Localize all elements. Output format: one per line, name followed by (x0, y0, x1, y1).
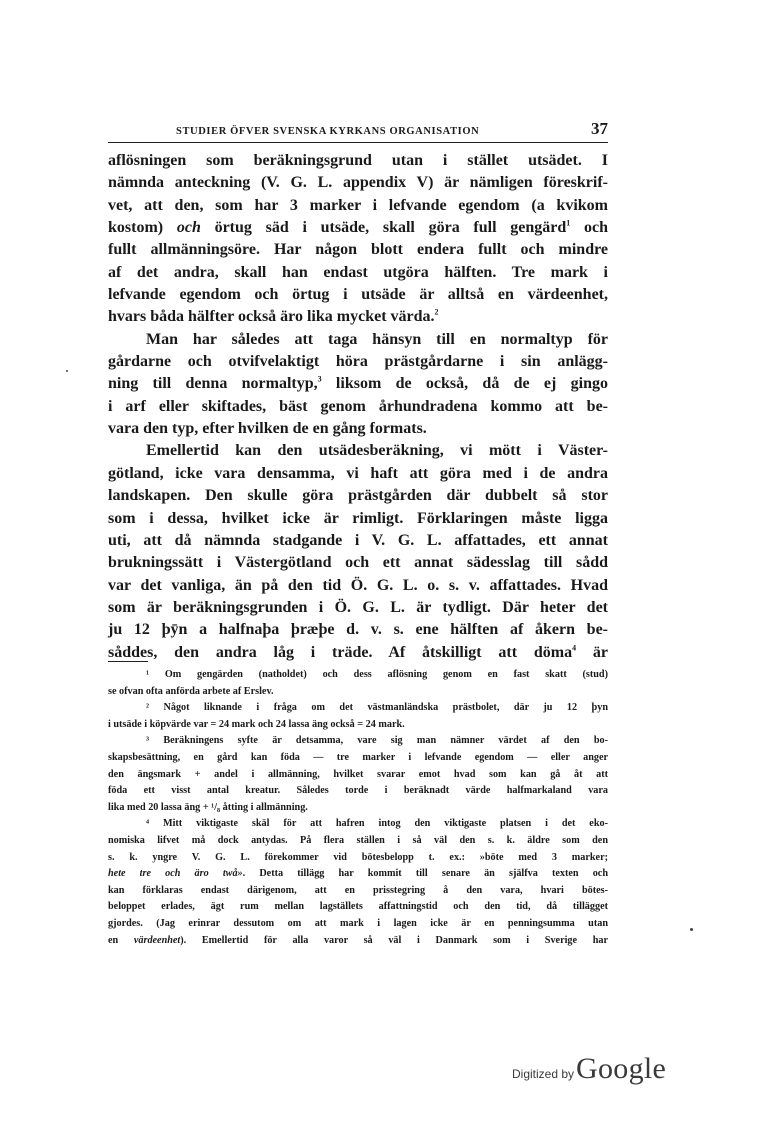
footnote-rule (108, 661, 148, 662)
footnote-line (108, 933, 608, 950)
body-fragment: såddes, den andra låg i träde. Af åtskilligt att döma (108, 643, 573, 661)
body-line: i arf eller skiftades, bäst genom århundradena kommo att be- (108, 397, 608, 415)
body-fragment: är (576, 643, 608, 661)
footnote-line: beloppet erlades, ägt rum mellan lagställets affattningstid och den tid, då tillägget (108, 901, 608, 913)
body-line (108, 217, 608, 239)
google-logo: Google (576, 1052, 667, 1085)
body-text (108, 150, 608, 664)
footnote-line: s. k. yngre V. G. L. förekommer vid bötesbelopp t. ex.: »böte med 3 marker; (108, 851, 608, 863)
body-line: brukningssätt i Västergötland och ett annat sädesslag till sådd (108, 554, 608, 572)
body-line (108, 642, 608, 664)
footnote-fragment: . Detta tillägg har kommit till senare än själfva texten och (242, 868, 608, 880)
footnote-line: ³ Beräkningens syfte är detsamma, vare sig man nämner värdet af den bo- (146, 735, 608, 747)
body-line: nämnda anteckning (V. G. L. appendix V) är nämligen föreskrif- (108, 174, 608, 192)
body-line: landskapen. Den skulle göra prästgården där dubbelt så stor (108, 487, 608, 505)
body-line: aflösningen som beräkningsgrund utan i stället utsädet. I (108, 152, 608, 169)
footnote-line: skapsbesättning, en gård kan föda — tre marker i lefvande egendom — eller anger (108, 751, 608, 763)
footnote-line: föda ett visst antal kreatur. Således torde i beräknadt värde halfmarkaland vara (108, 785, 608, 797)
body-fragment: och (570, 219, 609, 237)
footnote-line: gjordes. (Jag erinrar dessutom om att mark i lagen icke är en penningsumma utan (108, 917, 608, 929)
footnote-line: ⁴ Mitt viktigaste skäl för att hafren intog den viktigaste platsen i det eko- (146, 818, 608, 830)
footnote-marker[interactable]: 2 (434, 308, 439, 318)
body-line: var det vanliga, än på den tid Ö. G. L. o. s. v. affattades. Hvad (108, 576, 608, 594)
running-title: STUDIER ÖFVER SVENSKA KYRKANS ORGANISATION (176, 126, 480, 137)
footnote-fragment: en (108, 934, 134, 946)
footnote-line: nomiska lifvet må dock antydas. På flera ställen i så väl den s. k. äldre som den (108, 834, 608, 846)
body-line: vet, att den, som har 3 marker i lefvande egendom (a kvikom (108, 196, 608, 214)
margin-speck (690, 928, 693, 931)
body-line: götland, icke vara densamma, vi haft att göra med i de andra (108, 464, 608, 482)
body-line: lefvande egendom och örtug i utsäde är alltså en värdeenhet, (108, 286, 608, 304)
body-fragment: liksom de också, då de ej gingo (321, 375, 608, 393)
footnote-line: i utsäde i köpvärde var = 24 mark och 24 lassa äng också = 24 mark. (108, 718, 405, 730)
body-fragment: hvars båda hälfter också äro lika mycket värda. (108, 308, 435, 326)
footnotes (108, 667, 608, 949)
watermark-prefix: Digitized by (512, 1067, 575, 1081)
footnote-line: se ofvan ofta anförda arbete af Erslev. (108, 685, 274, 697)
body-line: vara den typ, efter hvilken de en gång formats. (108, 420, 427, 438)
body-line: som är beräkningsgrunden i Ö. G. L. är tydligt. Där heter det (108, 598, 608, 616)
header-rule (108, 142, 608, 143)
body-fragment: kostom) (108, 219, 177, 237)
footnote-marker[interactable]: 1 (566, 218, 571, 228)
body-fragment: ning till denna normaltyp, (108, 375, 318, 393)
emphasis-text: värdeenhet (133, 934, 181, 946)
emphasis-text: hete tre och äro twå» (108, 868, 243, 880)
body-line (108, 306, 608, 328)
body-line: uti, att då nämnda stadgande i V. G. L. affattades, ett annat (108, 531, 608, 549)
footnote-line: kan förklaras endast därigenom, att en prisstegring å den vara, hvari bötes- (108, 884, 608, 896)
body-line: af det andra, skall han endast utgöra hälften. Tre mark i (108, 263, 608, 281)
footnote-line: den ängsmark + andel i allmänning, hvilket svarar emot hvad som kan gå åt att (108, 768, 608, 780)
body-line: som i dessa, hvilket icke är rimligt. Förklaringen måste ligga (108, 509, 608, 527)
body-line: gårdarne och otvifvelaktigt höra prästgårdarne i sin anlägg- (108, 353, 608, 371)
footnote-marker[interactable]: 3 (317, 375, 322, 385)
footnote-line (108, 866, 608, 883)
page-number: 37 (591, 119, 608, 138)
body-line: fullt allmänningsöre. Har någon blott endera fullt och mindre (108, 241, 608, 259)
body-line: Emellertid kan den utsädesberäkning, vi mött i Väster- (146, 442, 608, 460)
footnote-line: ¹ Om gengärden (natholdet) och dess aflösning genom en fast skatt (stud) (146, 669, 608, 680)
digitized-by-google-watermark (512, 1052, 666, 1086)
footnote-fragment: ). Emellertid för alla varor så väl i Danmark som i Sverige har (180, 934, 608, 946)
body-line: Man har således att taga hänsyn till en normaltyp för (146, 330, 608, 348)
footnote-marker[interactable]: 4 (572, 643, 577, 653)
body-line (108, 373, 608, 395)
emphasis-text: och (176, 219, 201, 237)
margin-speck (66, 370, 68, 372)
page-header (108, 119, 608, 139)
body-line: ju 12 þȳn a halfnaþa þræþe d. v. s. ene hälften af åkern be- (108, 621, 608, 639)
footnote-line: ² Något liknande i fråga om det västmanländska prästbolet, där ju 12 þyn (146, 702, 608, 714)
footnote-line: lika med 20 lassa äng + ¹/₈ åtting i allmänning. (108, 801, 308, 813)
body-fragment: örtug säd i utsäde, skall göra full gengärd (200, 219, 567, 237)
